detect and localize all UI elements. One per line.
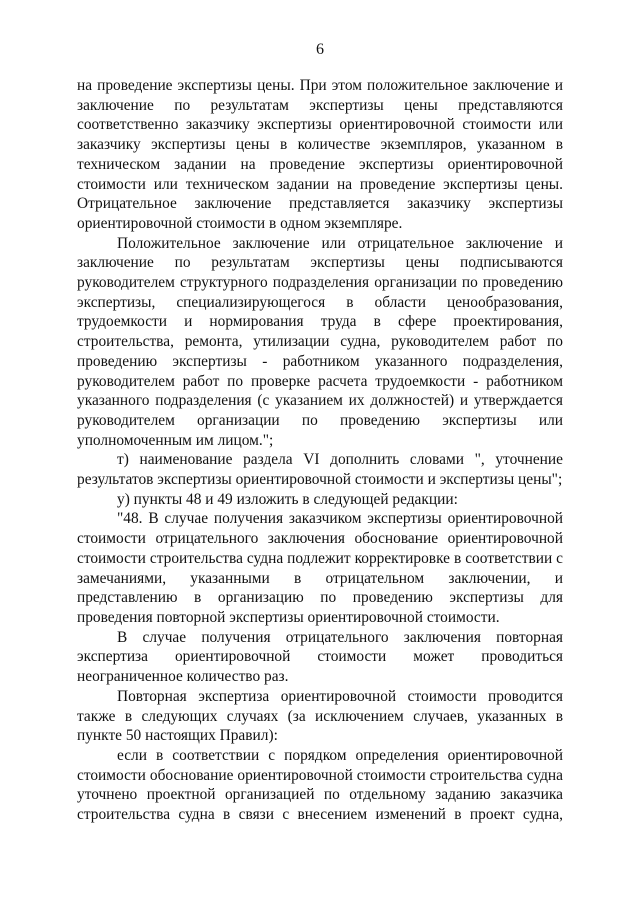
paragraph-4: у) пункты 48 и 49 изложить в следующей редакции: bbox=[117, 490, 458, 508]
paragraph-1: на проведение экспертизы цены. При этом положительное заключение и заключение по результатам экспертизы цены представляются соответственно заказчику экспертизы ориентировочной стоимости или заказчику экспертизы цены в количестве экземпляров, указанном в техническом задании на проведение экспертизы ориентировочной стоимости или техническом задании на проведение экспертизы цены. Отрицательное заключение представляется заказчику экспертизы ориентировочной стоимости в одном экземпляре. bbox=[77, 77, 563, 232]
page-number: 6 bbox=[316, 41, 324, 58]
paragraph-6: В случае получения отрицательного заключения повторная экспертиза ориентировочной стоимости может проводиться неограниченное количество раз. bbox=[77, 628, 563, 686]
paragraph-5: "48. В случае получения заказчиком экспертизы ориентировочной стоимости отрицательного заключения обоснование ориентировочной стоимости строительства судна подлежит корректировке в соответствии с замечаниями, указанными в отрицательном заключении, и представлению в организацию по проведению экспертизы для проведения повторной экспертизы ориентировочной стоимости. bbox=[77, 510, 563, 626]
paragraph-7: Повторная экспертиза ориентировочной стоимости проводится также в следующих случаях (за исключением случаев, указанных в пункте 50 настоящих Правил): bbox=[77, 687, 563, 745]
paragraph-2: Положительное заключение или отрицательное заключение и заключение по результатам экспертизы цены подписываются руководителем структурного подразделения организации по проведению экспертизы, специализирующегося в области ценообразования, трудоемкости и нормирования труда в сфере проектирования, строительства, ремонта, утилизации судна, руководителем работ по проведению экспертизы - работником указанного подразделения, руководителем работ по проверке расчета трудоемкости - работником указанного подразделения (с указанием их должностей) и утверждается руководителем организации по проведению экспертизы или уполномоченным им лицом."; bbox=[77, 234, 563, 449]
paragraph-3: т) наименование раздела VI дополнить словами ", уточнение результатов экспертизы ориентировочной стоимости и экспертизы цены"; bbox=[77, 451, 563, 489]
document-body bbox=[77, 76, 563, 825]
paragraph-8: если в соответствии с порядком определения ориентировочной стоимости обоснование ориентировочной стоимости строительства судна уточнено проектной организацией по отдельному заданию заказчика строительства судна в связи с внесением изменений в проект судна, bbox=[77, 746, 563, 824]
